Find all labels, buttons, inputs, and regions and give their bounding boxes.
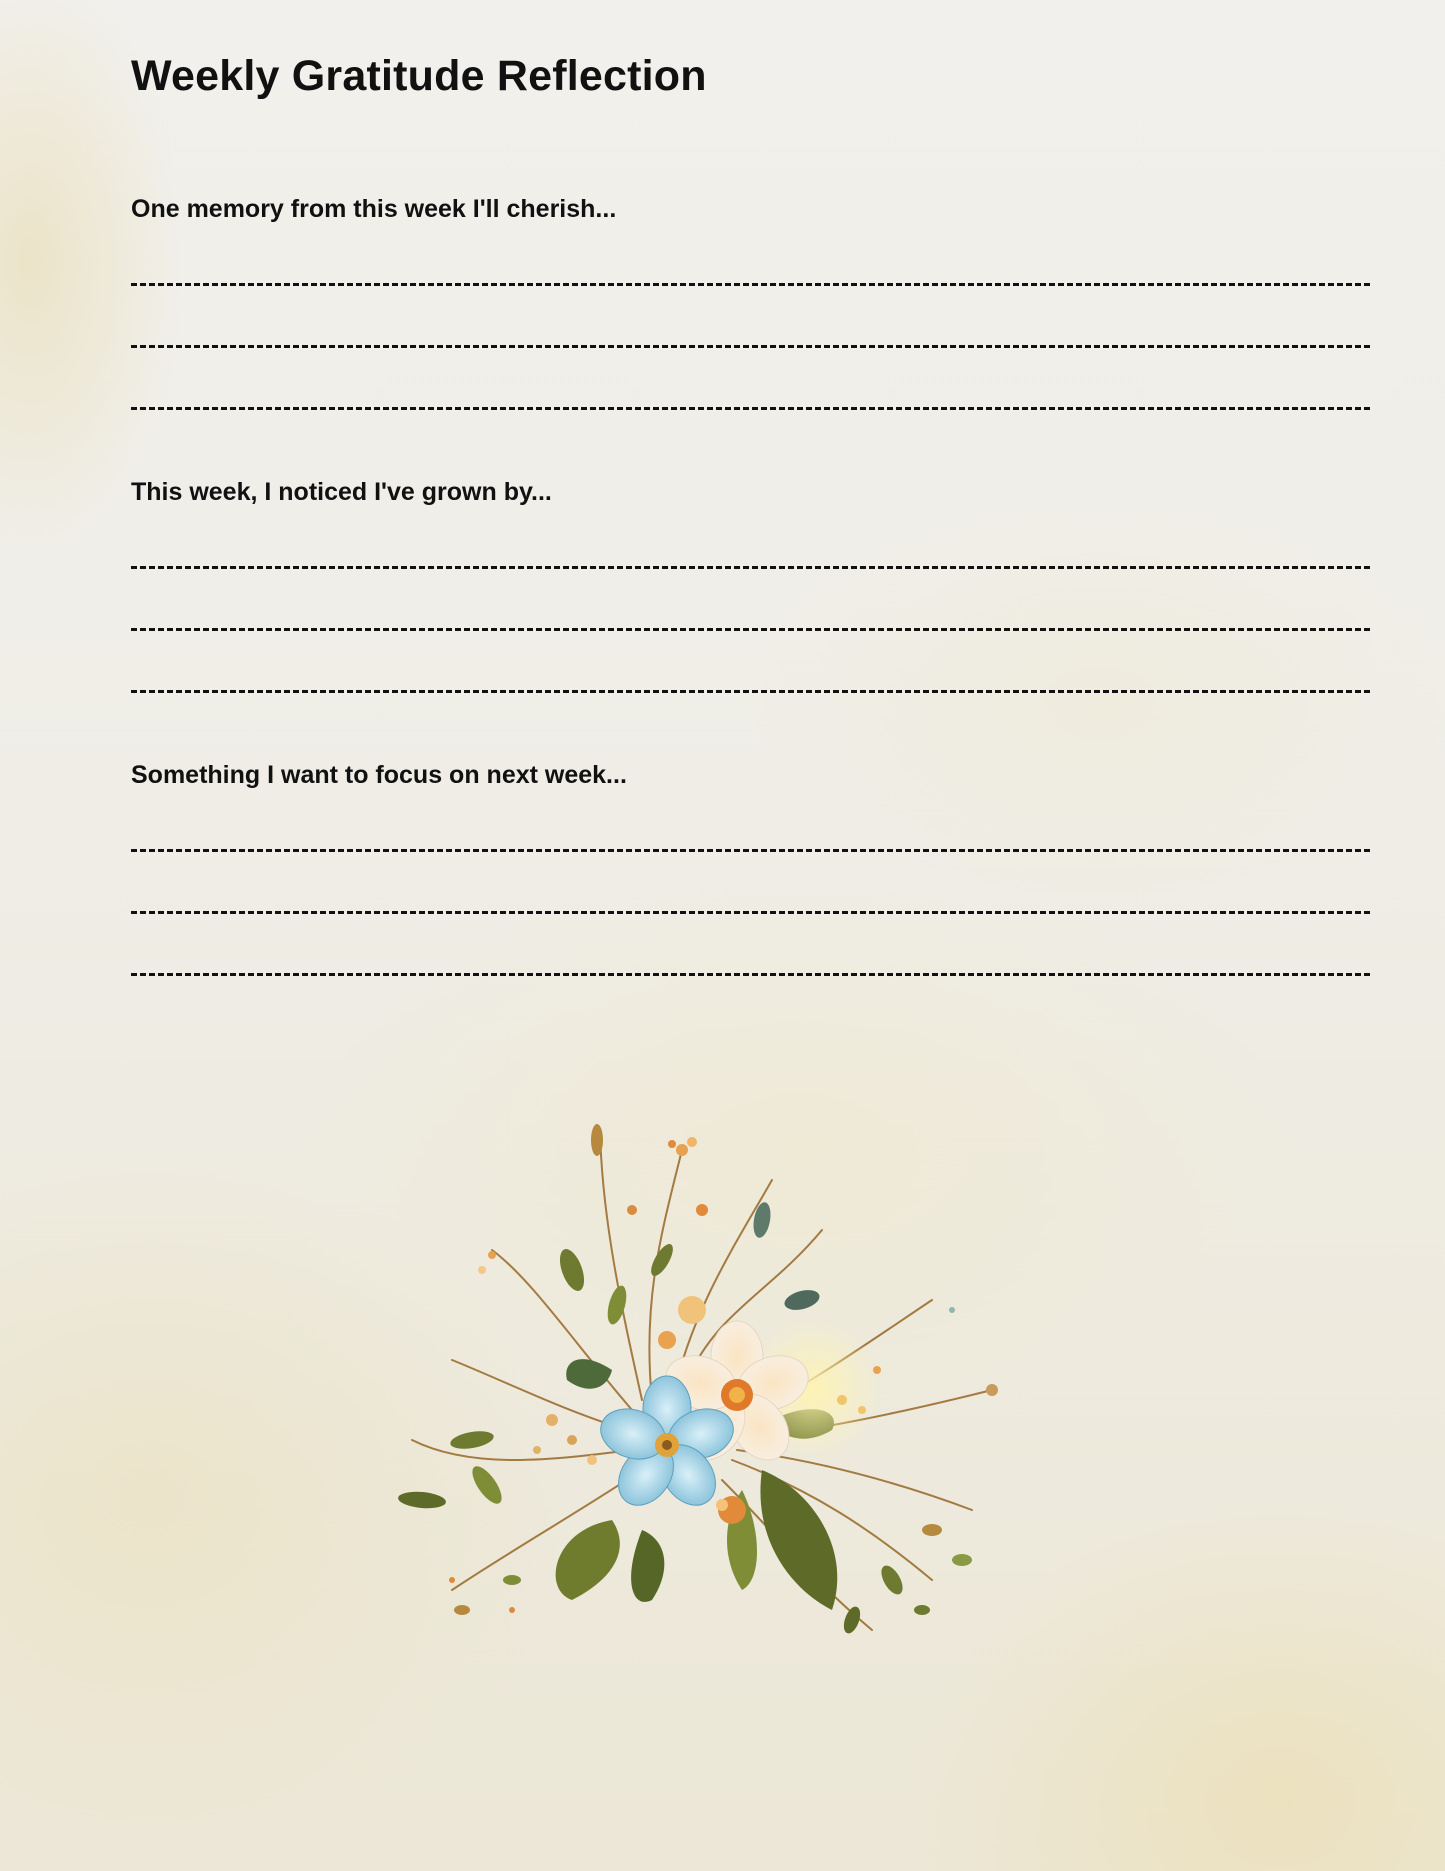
section-prompt: Something I want to focus on next week...	[131, 761, 627, 789]
writing-line[interactable]	[131, 849, 1370, 852]
writing-line[interactable]	[131, 911, 1370, 914]
page-title: Weekly Gratitude Reflection	[131, 52, 707, 100]
writing-line[interactable]	[131, 628, 1370, 631]
floral-bouquet-illustration	[392, 1110, 1052, 1650]
writing-line[interactable]	[131, 973, 1370, 976]
writing-line[interactable]	[131, 345, 1370, 348]
writing-line[interactable]	[131, 690, 1370, 693]
writing-line[interactable]	[131, 407, 1370, 410]
section-prompt: One memory from this week I'll cherish...	[131, 195, 617, 223]
writing-line[interactable]	[131, 566, 1370, 569]
writing-line[interactable]	[131, 283, 1370, 286]
section-prompt: This week, I noticed I've grown by...	[131, 478, 552, 506]
